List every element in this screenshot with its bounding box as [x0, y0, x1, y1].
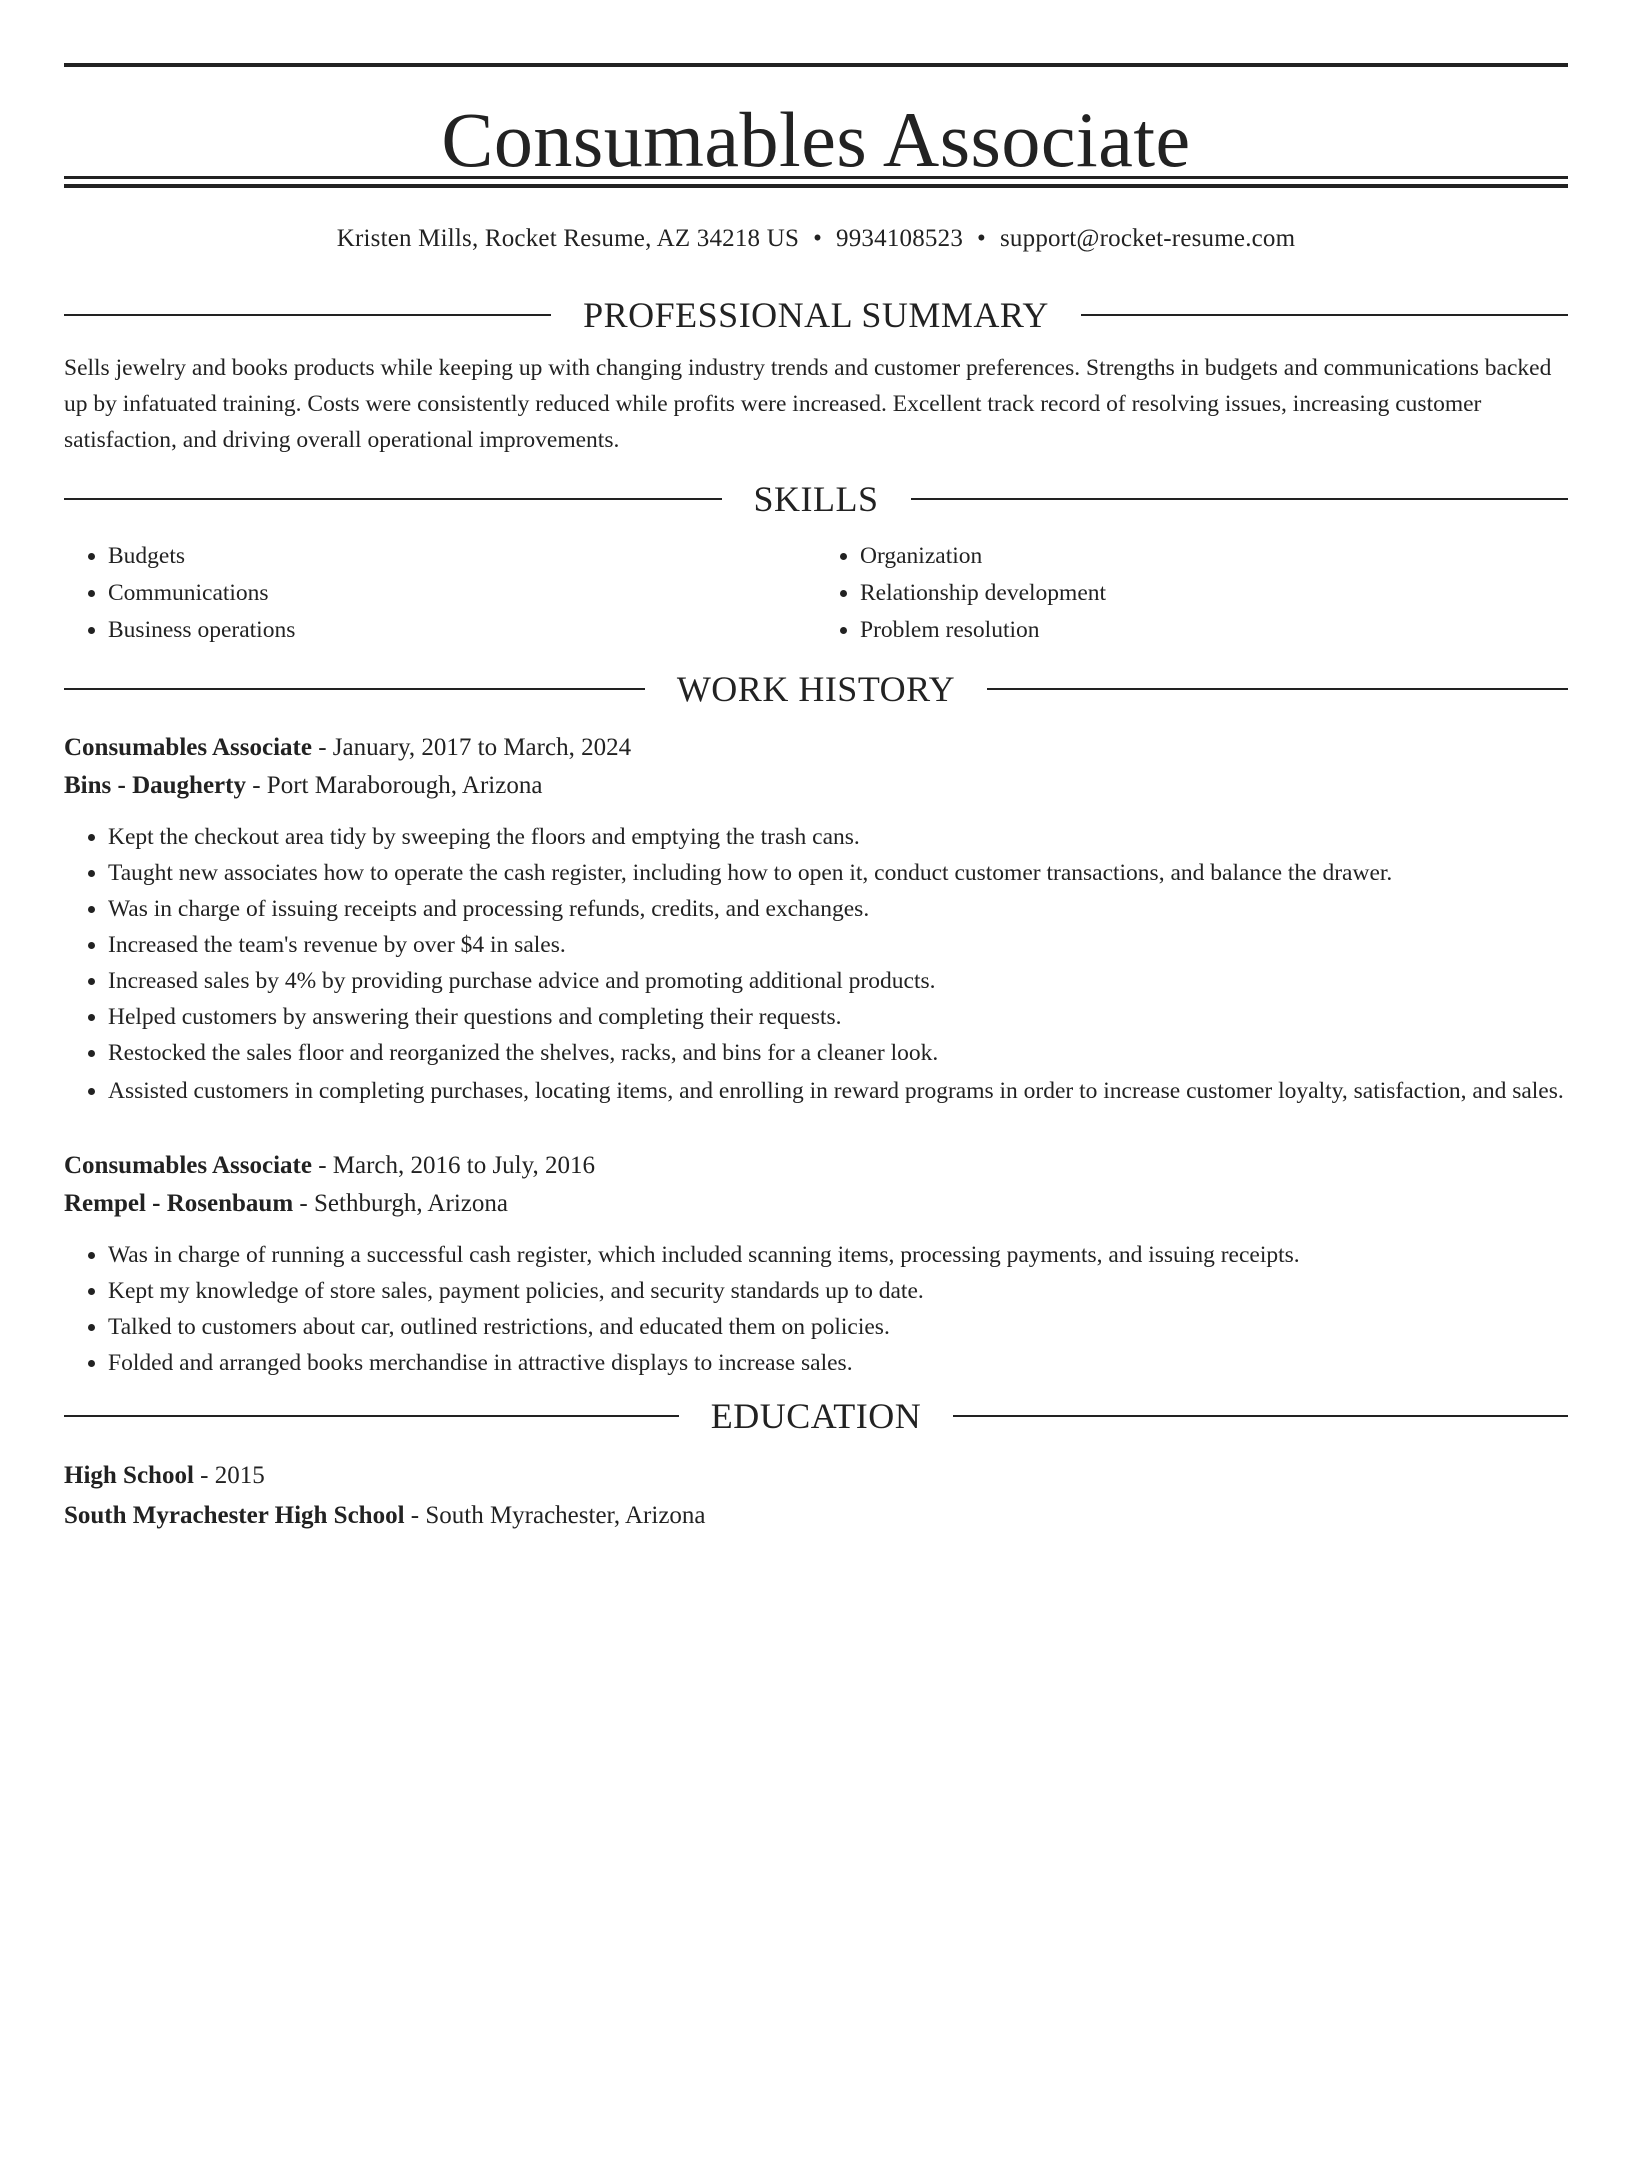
education-degree-line — [64, 1456, 1568, 1496]
summary-heading-label: PROFESSIONAL SUMMARY — [583, 295, 1049, 335]
contact-phone: 9934108523 — [836, 225, 964, 252]
skill-item: • Organization — [860, 538, 1568, 575]
job-location: - Port Maraborough, Arizona — [245, 772, 543, 799]
resume-title: Consumables Associate — [441, 96, 1191, 183]
job-company: Rempel - Rosenbaum — [64, 1190, 294, 1217]
duty-item: • Was in charge of running a successful cash register, which included scanning items, processing payments, and issuing receipts. — [108, 1237, 1568, 1273]
skills-list — [64, 538, 1568, 649]
duty-item: • Increased sales by 4% by providing purchase advice and promoting additional products. — [108, 963, 1568, 999]
resume-page — [0, 63, 1632, 2175]
skill-item: • Problem resolution — [860, 612, 1568, 649]
job-dates: - March, 2016 to July, 2016 — [311, 1152, 596, 1179]
job-company-line — [64, 767, 1568, 805]
work-heading-label: WORK HISTORY — [676, 669, 956, 709]
duty-item: • Restocked the sales floor and reorganized the shelves, racks, and bins for a cleaner look. — [108, 1035, 1568, 1071]
education-heading — [64, 1396, 1568, 1436]
contact-email: support@rocket-resume.com — [999, 225, 1296, 252]
job-dates: - January, 2017 to March, 2024 — [311, 734, 632, 761]
contact-separator: • — [813, 225, 823, 252]
job-title-line — [64, 1147, 1568, 1185]
duty-item: • Increased the team's revenue by over $4 in sales. — [108, 927, 1568, 963]
skill-item: • Communications — [108, 575, 816, 612]
education-heading-label: EDUCATION — [710, 1396, 922, 1436]
education-school: South Myrachester High School — [64, 1502, 405, 1529]
education-location: - South Myrachester, Arizona — [404, 1502, 706, 1529]
work-heading — [64, 669, 1568, 709]
duty-item: • Was in charge of issuing receipts and processing refunds, credits, and exchanges. — [108, 891, 1568, 927]
education-school-line — [64, 1496, 1568, 1536]
duty-item: • Kept the checkout area tidy by sweeping the floors and emptying the trash cans. — [108, 819, 1568, 855]
job-company-line — [64, 1185, 1568, 1223]
skills-right-column — [816, 538, 1568, 649]
summary-heading — [64, 295, 1568, 335]
skills-left-column — [64, 538, 816, 649]
job-title-line — [64, 729, 1568, 767]
duty-item: • Assisted customers in completing purchases, locating items, and enrolling in reward programs in order to increase customer loyalty, satisfaction, and sales. — [108, 1073, 1568, 1109]
job-duties — [64, 1237, 1568, 1381]
job-location: - Sethburgh, Arizona — [293, 1190, 508, 1217]
duty-item: • Folded and arranged books merchandise in attractive displays to increase sales. — [108, 1345, 1568, 1381]
skill-item: • Budgets — [108, 538, 816, 575]
job-title: Consumables Associate — [64, 734, 312, 761]
duty-item: • Kept my knowledge of store sales, payment policies, and security standards up to date. — [108, 1273, 1568, 1309]
education-year: - 2015 — [193, 1462, 265, 1489]
skills-heading-label: SKILLS — [753, 479, 879, 519]
job-title: Consumables Associate — [64, 1152, 312, 1179]
duty-item: • Talked to customers about car, outlined restrictions, and educated them on policies. — [108, 1309, 1568, 1345]
skills-heading — [64, 479, 1568, 519]
job-duties — [64, 819, 1568, 1109]
skill-item: • Business operations — [108, 612, 816, 649]
contact-line — [64, 224, 1568, 254]
education-degree: High School — [64, 1462, 194, 1489]
duty-item: • Helped customers by answering their questions and completing their requests. — [108, 999, 1568, 1035]
duty-item: • Taught new associates how to operate the cash register, including how to open it, conduct customer transactions, and balance the drawer. — [108, 855, 1568, 891]
contact-separator: • — [977, 225, 986, 252]
contact-address: Kristen Mills, Rocket Resume, AZ 34218 US — [336, 225, 800, 252]
skill-item: • Relationship development — [860, 575, 1568, 612]
summary-text: Sells jewelry and books products while keeping up with changing industry trends and customer preferences. Strengths in budgets and communications backed up by infatuated training. Costs were consistently reduced while profits were increased. Excellent track record of resolving issues, increasing customer satisfaction, and driving overall operational improvements. — [64, 355, 1552, 453]
job-company: Bins - Daugherty — [64, 772, 246, 799]
